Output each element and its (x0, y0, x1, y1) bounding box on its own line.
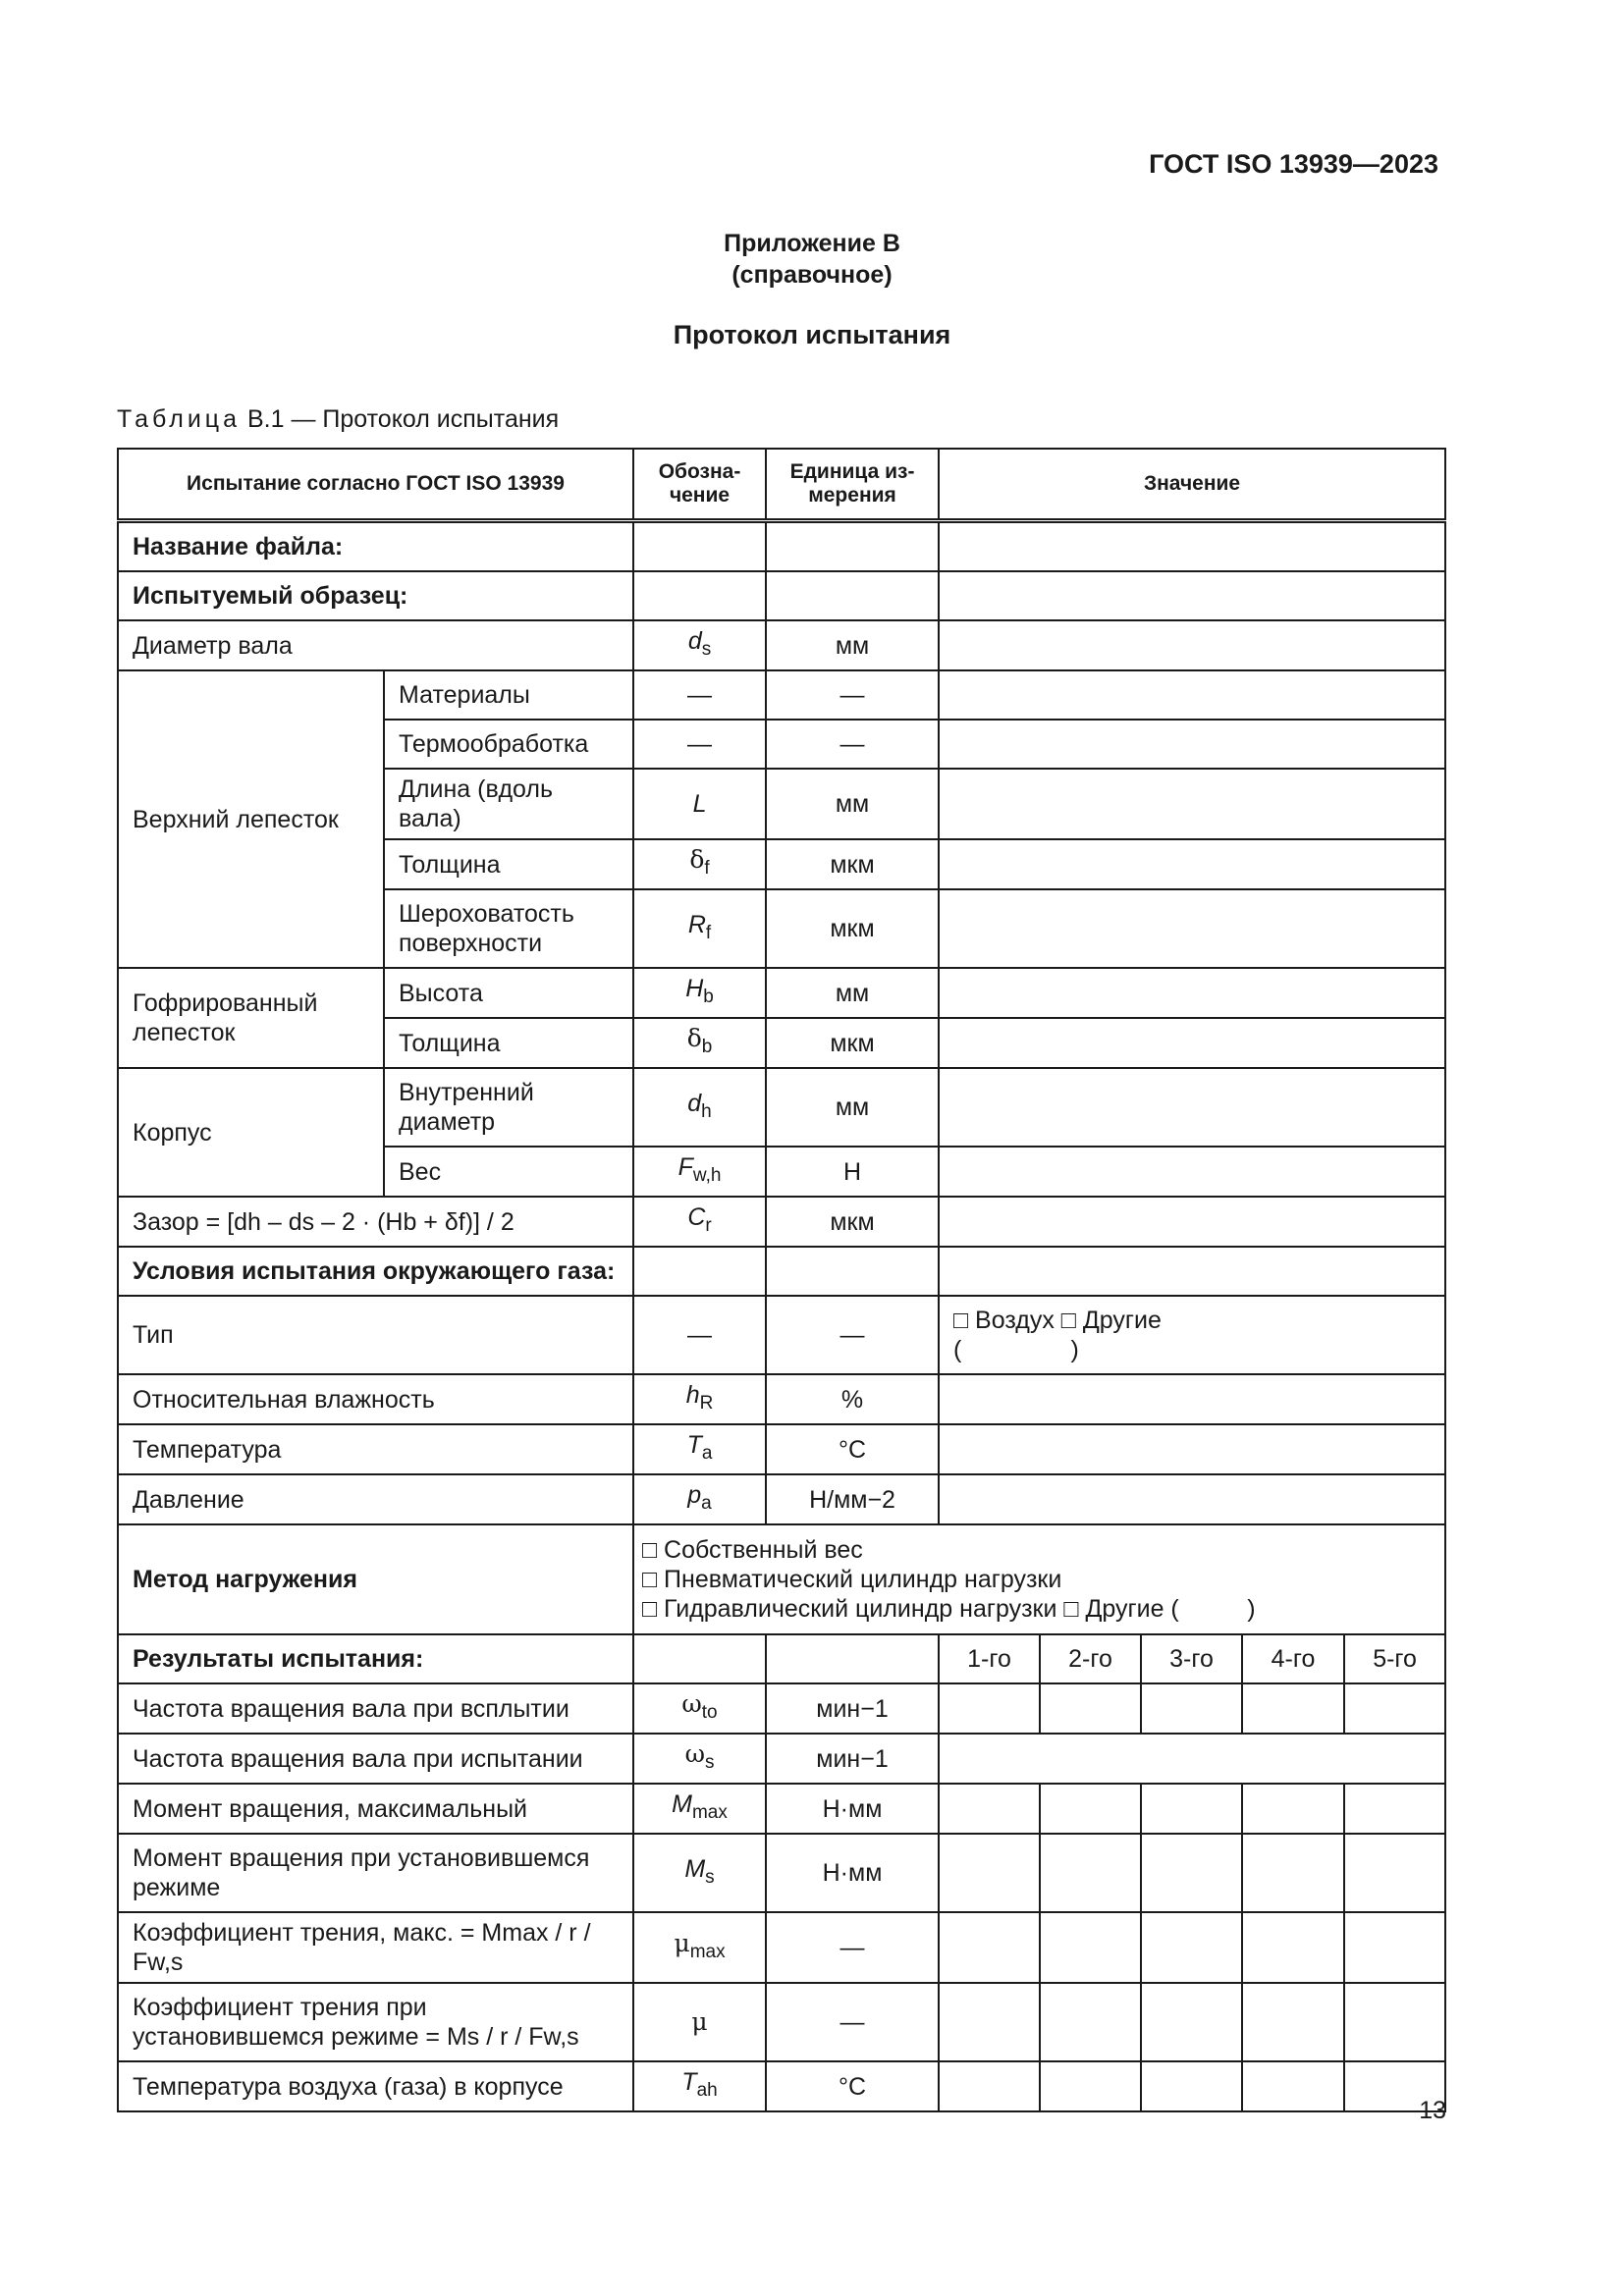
run-cell (1141, 1834, 1242, 1912)
symbol-cell: $\delta_b$ (633, 1018, 766, 1068)
cell-empty (766, 571, 939, 620)
unit-cell: Н·мм (766, 1784, 939, 1834)
unit-cell: мкм (766, 889, 939, 968)
run-cell (1242, 1834, 1344, 1912)
run-cell (1040, 1834, 1141, 1912)
run-cell (1242, 1983, 1344, 2061)
unit-cell: мм (766, 1068, 939, 1147)
cell-empty (766, 1634, 939, 1683)
run-header: 4-го (1242, 1634, 1344, 1683)
symbol-cell: $d_h$ (633, 1068, 766, 1147)
gas-type-checkboxes[interactable] (939, 1296, 1445, 1374)
symbol-cell: $R_f$ (633, 889, 766, 968)
symbol-cell: — (633, 670, 766, 720)
col-designation: Обозна-чение (633, 449, 766, 521)
table-row (118, 1524, 1445, 1634)
table-row (118, 1683, 1445, 1734)
row-label: Диаметр вала (118, 620, 633, 670)
row-label: Момент вращения при установившемся режиме (118, 1834, 633, 1912)
symbol-cell: $F_{w,h}$ (633, 1147, 766, 1197)
value-cell (939, 521, 1445, 572)
run-cell (939, 1912, 1040, 1983)
unit-cell: мм (766, 620, 939, 670)
symbol-cell: $\omega_s$ (633, 1734, 766, 1784)
loading-option[interactable]: □ Собственный вес (642, 1536, 863, 1564)
unit-cell: — (766, 1912, 939, 1983)
row-label: Условия испытания окружающего газа: (118, 1247, 633, 1296)
table-row (118, 1197, 1445, 1247)
table-row (118, 1634, 1445, 1683)
pressure-unit: Н/мм−2 (809, 1485, 895, 1514)
run-cell (1040, 1912, 1141, 1983)
run-cell (1040, 1983, 1141, 2061)
table-row (118, 620, 1445, 670)
unit-cell: — (766, 1983, 939, 2061)
cell-empty (633, 521, 766, 572)
unit-cell: Н (766, 1147, 939, 1197)
unit-cell: мкм (766, 839, 939, 889)
value-cell (939, 1147, 1445, 1197)
row-label: Зазор = [dh – ds – 2 · (Hb + δf)] / 2 (118, 1197, 633, 1247)
symbol-cell: $\delta_f$ (633, 839, 766, 889)
col-unit: Единица из-мерения (766, 449, 939, 521)
unit-cell: мкм (766, 1197, 939, 1247)
group-label: Гофрированный лепесток (118, 968, 384, 1068)
table-row (118, 1247, 1445, 1296)
value-cell (939, 889, 1445, 968)
unit-cell: мкм (766, 1018, 939, 1068)
row-label: Испытуемый образец: (118, 571, 633, 620)
annex-heading (0, 228, 1624, 291)
value-cell (939, 1374, 1445, 1424)
run-cell (1040, 1784, 1141, 1834)
table-row (118, 1068, 1445, 1147)
row-label: Частота вращения вала при всплытии (118, 1683, 633, 1734)
value-cell (939, 1247, 1445, 1296)
run-header: 5-го (1344, 1634, 1445, 1683)
run-cell (1141, 2061, 1242, 2111)
table-row (118, 1784, 1445, 1834)
run-cell (1242, 1912, 1344, 1983)
unit-cell: % (766, 1374, 939, 1424)
table-row (118, 1983, 1445, 2061)
value-cell (939, 720, 1445, 769)
row-label: Относительная влажность (118, 1374, 633, 1424)
run-cell (1040, 1683, 1141, 1734)
unit-cell: — (766, 670, 939, 720)
value-cell (939, 670, 1445, 720)
table-row (118, 1296, 1445, 1374)
gas-type-options[interactable]: □ Воздух □ Другие (953, 1307, 1162, 1334)
symbol-cell: $C_r$ (633, 1197, 766, 1247)
annex-note: (справочное) (731, 261, 893, 289)
symbol-cell: $H_b$ (633, 968, 766, 1018)
annex-title: Приложение B (724, 230, 900, 257)
table-row (118, 521, 1445, 572)
row-label: Термообработка (384, 720, 633, 769)
run-cell (939, 1983, 1040, 2061)
cell-empty (633, 1247, 766, 1296)
cell-empty (633, 1634, 766, 1683)
value-cell (939, 1474, 1445, 1524)
table-row (118, 1374, 1445, 1424)
row-label: Коэффициент трения, макс. = Mmax / r / Fw,s (118, 1912, 633, 1983)
unit-cell: — (766, 1296, 939, 1374)
run-cell (1242, 2061, 1344, 2111)
unit-cell: Н·мм (766, 1834, 939, 1912)
table-row (118, 670, 1445, 720)
run-cell (1344, 1784, 1445, 1834)
table-row (118, 571, 1445, 620)
table-row (118, 2061, 1445, 2111)
row-label: Толщина (384, 1018, 633, 1068)
run-cell (1344, 1834, 1445, 1912)
row-label: Длина (вдоль вала) (384, 769, 633, 839)
unit-cell: — (766, 720, 939, 769)
value-cell (939, 1018, 1445, 1068)
group-label: Корпус (118, 1068, 384, 1197)
run-cell (939, 2061, 1040, 2111)
header-row (118, 449, 1445, 521)
standard-number: ГОСТ ISO 13939—2023 (1149, 149, 1438, 179)
symbol-cell: $M_{max}$ (633, 1784, 766, 1834)
run-cell (1344, 1912, 1445, 1983)
page-title: Протокол испытания (673, 320, 951, 349)
row-label: Тип (118, 1296, 633, 1374)
symbol-cell: $T_{ah}$ (633, 2061, 766, 2111)
row-label: Высота (384, 968, 633, 1018)
unit-cell: °С (766, 1424, 939, 1474)
table-row (118, 1424, 1445, 1474)
value-cell (939, 620, 1445, 670)
loading-option[interactable]: □ Пневматический цилиндр нагрузки (642, 1566, 1062, 1593)
run-header: 3-го (1141, 1634, 1242, 1683)
value-cell (939, 769, 1445, 839)
test-protocol-table (117, 448, 1446, 2112)
table-row (118, 968, 1445, 1018)
value-cell (939, 571, 1445, 620)
group-label: Верхний лепесток (118, 670, 384, 968)
table-caption-label: Таблица (117, 405, 242, 433)
row-label: Материалы (384, 670, 633, 720)
symbol-cell: — (633, 1296, 766, 1374)
symbol-cell: $\mu_{max}$ (633, 1912, 766, 1983)
symbol-cell: $p_a$ (633, 1474, 766, 1524)
run-header: 1-го (939, 1634, 1040, 1683)
table-row (118, 1834, 1445, 1912)
value-cell (939, 1734, 1445, 1784)
run-cell (939, 1834, 1040, 1912)
loading-method-checkboxes[interactable] (633, 1524, 1445, 1634)
run-cell (1141, 1983, 1242, 2061)
row-label: Температура (118, 1424, 633, 1474)
row-label: Вес (384, 1147, 633, 1197)
symbol-cell: L (633, 769, 766, 839)
col-value: Значение (939, 449, 1445, 521)
loading-option[interactable]: □ Гидравлический цилиндр нагрузки □ Другие ( ) (642, 1595, 1256, 1623)
table-row (118, 1912, 1445, 1983)
cell-empty (766, 1247, 939, 1296)
run-cell (1141, 1784, 1242, 1834)
row-label: Шероховатость поверхности (384, 889, 633, 968)
col-test: Испытание согласно ГОСТ ISO 13939 (118, 449, 633, 521)
gas-type-other: ( ) (953, 1336, 1079, 1363)
run-cell (1344, 1983, 1445, 2061)
table-row (118, 1734, 1445, 1784)
table-caption (117, 405, 559, 434)
unit-cell: °С (766, 2061, 939, 2111)
symbol-cell: μ (633, 1983, 766, 2061)
run-cell (1344, 1683, 1445, 1734)
row-label: Частота вращения вала при испытании (118, 1734, 633, 1784)
cell-empty (633, 571, 766, 620)
symbol-cell: — (633, 720, 766, 769)
table-caption-number: B.1 — Протокол испытания (246, 405, 560, 433)
row-label: Название файла: (118, 521, 633, 572)
run-cell (1141, 1912, 1242, 1983)
cell-empty (766, 521, 939, 572)
unit-cell: мм (766, 769, 939, 839)
run-cell (1141, 1683, 1242, 1734)
table-row (118, 1474, 1445, 1524)
run-cell (939, 1784, 1040, 1834)
run-cell (1242, 1784, 1344, 1834)
page-number: 13 (1419, 2097, 1446, 2124)
row-label: Температура воздуха (газа) в корпусе (118, 2061, 633, 2111)
row-label: Метод нагружения (118, 1524, 633, 1634)
row-label: Давление (118, 1474, 633, 1524)
symbol-cell: $T_a$ (633, 1424, 766, 1474)
row-label: Момент вращения, максимальный (118, 1784, 633, 1834)
symbol-cell: $M_s$ (633, 1834, 766, 1912)
value-cell (939, 1197, 1445, 1247)
unit-cell: мин−1 (766, 1683, 939, 1734)
row-label: Коэффициент трения при установившемся режиме = Ms / r / Fw,s (118, 1983, 633, 2061)
run-cell (939, 1683, 1040, 1734)
symbol-cell: $d_s$ (633, 620, 766, 670)
symbol-cell: $h_R$ (633, 1374, 766, 1424)
value-cell (939, 839, 1445, 889)
unit-cell: мин−1 (766, 1734, 939, 1784)
run-cell (1242, 1683, 1344, 1734)
run-header: 2-го (1040, 1634, 1141, 1683)
unit-cell (766, 1474, 939, 1524)
run-cell (1040, 2061, 1141, 2111)
value-cell (939, 1068, 1445, 1147)
symbol-cell: $\omega_{to}$ (633, 1683, 766, 1734)
value-cell (939, 1424, 1445, 1474)
row-label: Результаты испытания: (118, 1634, 633, 1683)
row-label: Внутренний диаметр (384, 1068, 633, 1147)
row-label: Толщина (384, 839, 633, 889)
value-cell (939, 968, 1445, 1018)
unit-cell: мм (766, 968, 939, 1018)
